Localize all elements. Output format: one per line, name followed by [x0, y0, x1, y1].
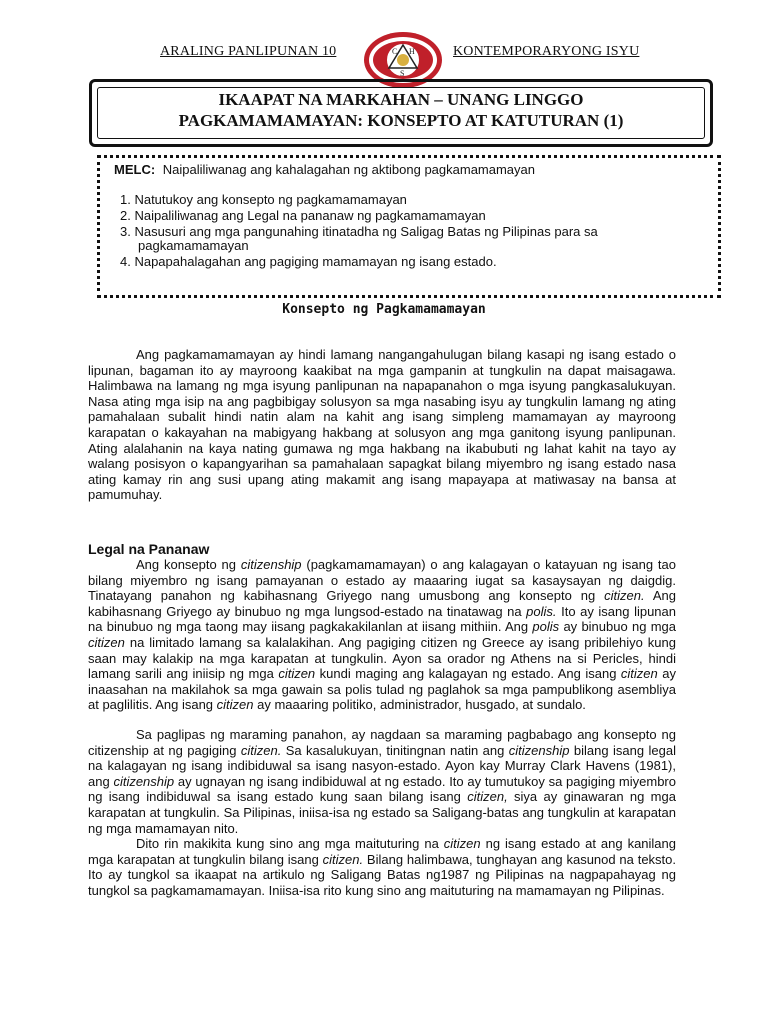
- melc-box: [97, 155, 721, 298]
- melc-statement: [114, 162, 535, 177]
- intro-text: Ang pagkamamamayan ay hindi lamang nangangahulugan bilang kasapi ng isang estado o lipunan, bagaman ito ay mayroong kaakibat na mga gampanin at tungkulin na dapat maisagawa. Halimbawa na lamang ng mga isyung panlipunan na napapanahon o mga isyung pangkasalukuyan. Nasa ating mga isip na ang pagbibigay solusyon sa mga nasabing isyu ay tungkulin lamang ng ating pamahalaan subalit hindi natin alam na kahit ang isang simpleng mamamayan ay mayroong karapatan o kakayahan na mabigyang hakbang at solusyon ang mga ganitong isyung panlipunan. Ating alalahanin na kaya nating gumawa ng mga hakbang na ikabubuti ng lahat kahit na tayo ay walang posisyon o kapangyarihan sa pamahalaan sapagkat bilang miyembro ng isang estado nasa ating kamay rin ang susi upang ating makamit ang isang mapayapa at matiwasay na bansa at pamumuhay.: [88, 347, 676, 503]
- italic-term: citizen: [620, 666, 658, 682]
- page-header: [0, 40, 768, 80]
- title-line-1: IKAAPAT NA MARKAHAN – UNANG LINGGO: [218, 90, 584, 109]
- italic-term: citizen.: [322, 851, 364, 867]
- logo-letter-h: H: [409, 47, 415, 56]
- italic-term: citizen: [88, 634, 125, 650]
- text-run: ay inaasahan na makilahok sa mga gawain sa polis tulad ng paglahok sa mga pampublikong asembliya at paglilitis. Ang isang: [88, 666, 677, 713]
- text-run: ay maaaring politiko, administrador, husgado, at sundalo.: [253, 697, 586, 713]
- italic-term: citizen,: [467, 789, 508, 805]
- text-run: Sa kasalukuyan, tinitingnan natin ang: [281, 742, 509, 758]
- text-run: kundi maging ang kalagayan ng estado. Ang isang: [315, 666, 621, 682]
- objective-item: 3. Nasusuri ang mga pangunahing itinatadha ng Saligag Batas ng Pilipinas para sa: [120, 224, 598, 239]
- legal-paragraph-2: [88, 727, 676, 836]
- italic-term: citizen.: [240, 742, 282, 758]
- title-line-2: PAGKAMAMAMAYAN: KONSEPTO AT KATUTURAN (1): [178, 111, 624, 130]
- melc-label: MELC:: [114, 162, 156, 177]
- text-run: Ang konsepto ng: [136, 557, 241, 572]
- logo-letter-s: S: [400, 69, 405, 78]
- header-topic: KONTEMPORARYONG ISYU: [453, 44, 640, 59]
- objective-item-continuation: pagkamamamayan: [138, 238, 249, 253]
- italic-term: citizen: [278, 666, 316, 682]
- text-run: bilang isang legal na kalagayan ng isang indibiduwal sa isang nasyon-estado. Ayon kay Murray Clark Havens (1981), ang: [88, 742, 676, 789]
- title-box-inner: [97, 87, 705, 139]
- italic-term: polis: [532, 619, 560, 635]
- italic-term: citizen.: [604, 588, 645, 604]
- title-box: [89, 79, 713, 147]
- objective-item: 1. Natutukoy ang konsepto ng pagkamamamayan: [120, 192, 407, 207]
- text-run: ay ugnayan ng isang indibiduwal at ng estado. Ito ay tumutukoy sa pagiging miyembro ng isang indibiduwal sa isang estado kung saan bilang isang: [88, 773, 676, 805]
- logo-letter-c: C: [392, 47, 398, 56]
- italic-term: citizenship: [508, 742, 570, 758]
- legal-paragraph-3: [88, 836, 676, 898]
- legal-heading: Legal na Pananaw: [88, 541, 210, 557]
- objective-item: 2. Naipaliliwanag ang Legal na pananaw ng pagkamamamayan: [120, 208, 486, 223]
- melc-text: Naipaliliwanag ang kahalagahan ng aktibong pagkamamamayan: [162, 162, 535, 177]
- section-title: Konsepto ng Pagkamamamayan: [282, 302, 486, 317]
- italic-term: citizen: [443, 836, 481, 851]
- italic-term: citizen: [216, 697, 254, 713]
- text-run: Ito ay isang lipunan na binubuo ng mga taong may iisang pagkakakilanlan at iisang mithiin. Ang: [88, 603, 676, 635]
- text-run: Bilang halimbawa, tunghayan ang kasunod na teksto. Ito ay tungkol sa ikaapat na artikulo ng Saligang Batas ng1987 ng Pilipinas na nagpapahayag ng tungkol sa pagkamamamayan. Iniisa-isa rito kung sino ang maituturing na mamamayan ng Pilipinas.: [88, 851, 676, 898]
- text-run: Ang kabihasnang Griyego ay binubuo ng mga lungsod-estado na tinatawag na: [88, 588, 676, 619]
- text-run: (pagkamamamayan) o ang kalagayan o katayuan ng isang tao bilang miyembro ng isang pamayanan o estado ay maaaring iugat sa kasaysayan ng daigdig. Tinatayang panahon ng kabihasnang Griyego nang umusbong ang konsepto ng: [88, 557, 676, 604]
- italic-term: polis.: [526, 603, 557, 619]
- italic-term: citizenship: [240, 557, 302, 572]
- objective-item: 4. Napapahalagahan ang pagiging mamamayan ng isang estado.: [120, 254, 497, 269]
- header-subject: ARALING PANLIPUNAN 10: [160, 44, 337, 59]
- italic-term: citizenship: [113, 773, 175, 789]
- text-run: Dito rin makikita kung sino ang mga maituturing na: [136, 836, 444, 851]
- legal-paragraph-1: [88, 557, 676, 713]
- text-run: siya ay ginawaran ng mga karapatan at tungkulin. Sa Pilipinas, iniisa-isa ng estado sa Saligang-batas ang tungkulin at karapatan ng mga mamamayan nito.: [88, 789, 676, 836]
- text-run: Sa paglipas ng maraming panahon, ay nagdaan sa maraming pagbabago ang konsepto ng citizenship at ng pagiging: [88, 727, 676, 758]
- text-run: ng isang estado at ang kanilang mga karapatan at tungkulin bilang isang: [88, 836, 676, 867]
- text-run: na limitado lamang sa kalalakihan. Ang pagiging citizen ng Greece ay isang pribilehiyo kung saan may kalakip na mga karapatan at tungkulin. Ayon sa orador ng Athens na si Pericles, hindi lamang sarili ang iniisip ng mga: [88, 634, 676, 682]
- text-run: ay binubuo ng mga: [559, 619, 676, 635]
- intro-paragraph: [88, 347, 676, 503]
